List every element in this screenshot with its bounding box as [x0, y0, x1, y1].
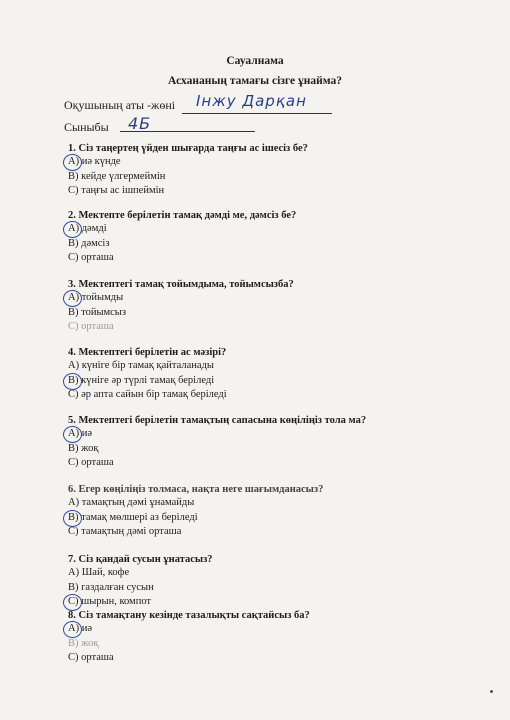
selection-circle	[63, 154, 82, 171]
option-a[interactable]: А) иә күнде	[68, 155, 488, 170]
question-text: 5. Мектептегі берілетін тамақтың сапасына көңіліңіз тола ма?	[68, 415, 367, 426]
option-b[interactable]: В) күніге әр түрлі тамақ беріледі	[68, 374, 488, 389]
selection-circle	[63, 221, 82, 238]
option-b[interactable]: В) тамақ мөлшері аз беріледі	[68, 511, 488, 526]
question-7	[68, 553, 488, 610]
option-c[interactable]: С) шырын, компот	[68, 595, 488, 610]
class-label: Сыныбы	[64, 120, 109, 134]
selection-circle	[63, 621, 82, 638]
option-c[interactable]: С) орташа	[68, 252, 114, 263]
name-underline	[182, 113, 332, 114]
question-text: 1. Сіз таңертең үйден шығарда таңғы ас ішесіз бе?	[68, 143, 308, 154]
option-c[interactable]: С) әр апта сайын бір тамақ беріледі	[68, 389, 227, 400]
question-text: 4. Мектептегі берілетін ас мәзірі?	[68, 347, 227, 358]
option-b[interactable]: В) жоқ	[68, 442, 99, 454]
selection-circle	[63, 290, 82, 307]
name-handwritten: Інжу Дарқан	[196, 92, 307, 110]
question-8	[68, 609, 488, 666]
option-c[interactable]: С) орташа	[68, 652, 114, 663]
stray-mark	[490, 690, 493, 693]
question-4	[68, 346, 488, 403]
option-b[interactable]: В) жоқ	[68, 637, 99, 649]
option-b[interactable]: В) тойымсыз	[68, 306, 127, 318]
option-a[interactable]: А) тамақтың дәмі ұнамайды	[68, 497, 195, 508]
question-2	[68, 209, 488, 266]
selection-circle	[63, 510, 82, 527]
class-field	[64, 120, 109, 135]
question-text: 8. Сіз тамақтану кезінде тазалықты сақтайсыз ба?	[68, 610, 310, 621]
name-label: Оқушының аты -жөні	[64, 98, 176, 112]
option-b[interactable]: В) дәмсіз	[68, 237, 110, 249]
selection-circle	[63, 373, 82, 390]
option-c[interactable]: С) орташа	[68, 321, 114, 332]
question-5	[68, 414, 488, 471]
question-3	[68, 278, 488, 335]
selection-circle	[63, 426, 82, 443]
class-handwritten: 4Б	[128, 114, 152, 133]
option-c[interactable]: С) таңғы ас ішпеймін	[68, 185, 165, 196]
page-title: Сауалнама	[226, 55, 284, 67]
option-a[interactable]: А) Шай, кофе	[68, 567, 130, 578]
question-text: 7. Сіз қандай сусын ұнатасыз?	[68, 554, 213, 565]
option-a[interactable]: А) иә	[68, 622, 488, 637]
option-c[interactable]: С) тамақтың дәмі орташа	[68, 526, 182, 537]
option-b[interactable]: В) газдалған сусын	[68, 581, 154, 593]
page-subtitle: Асхананың тамағы сізге ұнайма?	[168, 75, 342, 87]
name-field	[64, 98, 175, 113]
option-a[interactable]: А) иә	[68, 427, 488, 442]
question-text: 3. Мектептегі тамақ тойымдыма, тойымсызба?	[68, 279, 294, 290]
option-a[interactable]: А) тойымды	[68, 291, 488, 306]
question-6	[68, 483, 488, 540]
option-b[interactable]: В) кейде үлгермеймін	[68, 170, 166, 182]
question-text: 2. Мектепте берілетін тамақ дәмді ме, дәмсіз бе?	[68, 210, 297, 221]
option-c[interactable]: С) орташа	[68, 457, 114, 468]
question-1	[68, 142, 488, 199]
question-text: 6. Егер көңіліңіз толмаса, нақта неге шағымданасыз?	[68, 484, 324, 495]
option-a[interactable]: А) күніге бір тамақ қайталанады	[68, 360, 214, 371]
option-a[interactable]: А) дәмді	[68, 222, 488, 237]
